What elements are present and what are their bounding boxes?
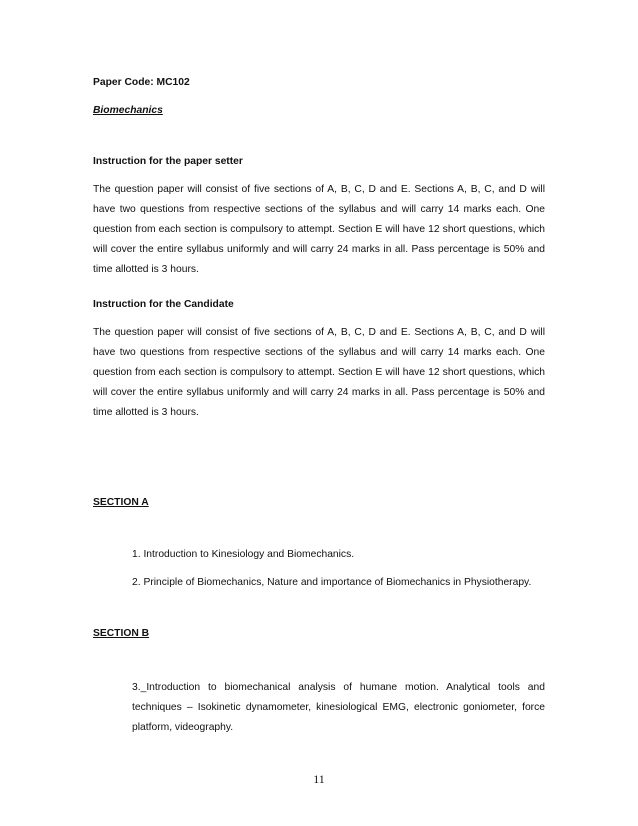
section-b-title: SECTION B — [93, 628, 150, 639]
section-a-title: SECTION A — [93, 497, 149, 508]
list-item: 2. Principle of Biomechanics, Nature and importance of Biomechanics in Physiotherapy. — [132, 577, 532, 588]
subject-title: Biomechanics — [93, 105, 163, 116]
setter-instruction-heading: Instruction for the paper setter — [93, 156, 243, 167]
page-number: 11 — [313, 772, 325, 786]
candidate-instruction-text: The question paper will consist of five sections of A, B, C, D and E. Sections A, B, C, and D will have two questions from respective sections of the syllabus and will carry 14 marks each. One question from each section is compulsory to attempt. Section E will have 12 short questions, which will cover the entire syllabus uniformly and will carry 24 marks in all. Pass percentage is 50% and time allotted is 3 hours. — [93, 327, 545, 418]
candidate-instruction-heading: Instruction for the Candidate — [93, 299, 234, 310]
list-item: 3._Introduction to biomechanical analysis of humane motion. Analytical tools and techniques – Isokinetic dynamometer, kinesiological EMG, electronic goniometer, force platform, videography. — [132, 682, 545, 733]
paper-code: Paper Code: MC102 — [93, 77, 190, 88]
list-item: 1. Introduction to Kinesiology and Biomechanics. — [132, 549, 355, 560]
setter-instruction-text: The question paper will consist of five sections of A, B, C, D and E. Sections A, B, C, and D will have two questions from respective sections of the syllabus and will carry 14 marks each. One question from each section is compulsory to attempt. Section E will have 12 short questions, which will cover the entire syllabus uniformly and will carry 24 marks in all. Pass percentage is 50% and time allotted is 3 hours. — [93, 184, 545, 275]
